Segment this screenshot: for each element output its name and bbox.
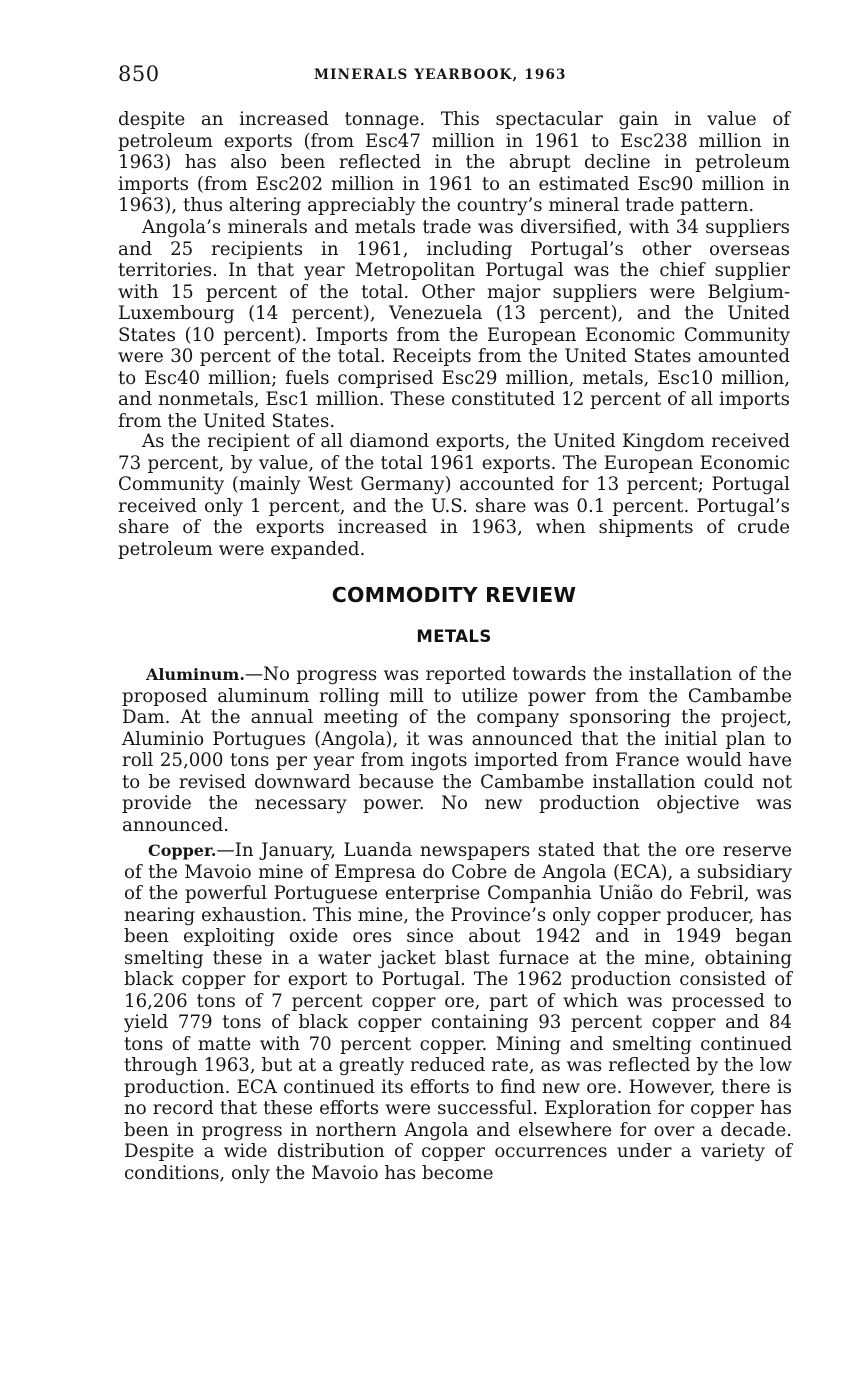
section-heading-commodity-review: COMMODITY REVIEW [331, 583, 577, 607]
page-number: 850 [118, 62, 160, 86]
copper-text: —In January, Luanda newspapers stated that the ore reserve of the Mavoio mine of Empresa do Cobre de Angola (ECA), a subsidiary of the powerful Portuguese enterprise Companhia União do Febril, was nearing exhaustion. This mine, the Province’s only copper producer, has been exploiting oxide ores since about 1942 and in 1949 began smelting these in a water jacket blast furnace at the mine, obtaining black copper for export to Portugal. The 1962 production consisted of 16,206 tons of 7 percent copper ore, part of which was processed to yield 779 tons of black copper containing 93 percent copper and 84 tons of matte with 70 percent copper. Mining and smelting continued through 1963, but at a greatly reduced rate, as was reflected by the low production. ECA continued its efforts to find new ore. However, there is no record that these efforts were successful. Exploration for copper has been in progress in northern Angola and elsewhere for over a decade. Despite a wide distribution of copper occurrences under a variety of conditions, only the Mavoio has become [124, 840, 792, 1184]
running-title: MINERALS YEARBOOK, 1963 [314, 67, 567, 83]
paragraph-copper [124, 840, 792, 1184]
paragraph-diamond-exports: As the recipient of all diamond exports, the United Kingdom received 73 percent, by value, of the total 1961 exports. The European Economic Community (mainly West Germany) accounted for 13 percent; Portugal received only 1 percent, and the U.S. share was 0.1 percent. Portugal’s share of the exports increased in 1963, when shipments of crude petroleum were expanded. [118, 431, 790, 560]
section-heading-metals: METALS [416, 627, 492, 646]
page-header [118, 62, 790, 92]
paragraph-aluminum [122, 664, 792, 836]
run-in-heading-copper: Copper. [148, 841, 217, 860]
paragraph-petroleum-exports: despite an increased tonnage. This spectacular gain in value of petroleum exports (from Esc47 million in 1961 to Esc238 million in 1963) has also been reflected in the abrupt decline in petroleum imports (from Esc202 million in 1961 to an estimated Esc90 million in 1963), thus altering appreciably the country’s mineral trade pattern. [118, 109, 790, 216]
paragraph-trade-diversification: Angola’s minerals and metals trade was diversified, with 34 suppliers and 25 recipients in 1961, including Portugal’s other overseas territories. In that year Metropolitan Portugal was the chief supplier with 15 percent of the total. Other major suppliers were Belgium-Luxembourg (14 percent), Venezuela (13 percent), and the United States (10 percent). Imports from the European Economic Community were 30 percent of the total. Receipts from the United States amounted to Esc40 million; fuels comprised Esc29 million, metals, Esc10 million, and nonmetals, Esc1 million. These constituted 12 percent of all imports from the United States. [118, 217, 790, 432]
aluminum-text: —No progress was reported towards the installation of the proposed aluminum rolling mill to utilize power from the Cambambe Dam. At the annual meeting of the company sponsoring the project, Aluminio Portugues (Angola), it was announced that the initial plan to roll 25,000 tons per year from ingots imported from France would have to be revised downward because the Cambambe installation could not provide the necessary power. No new production objective was announced. [122, 664, 792, 836]
run-in-heading-aluminum: Aluminum. [146, 665, 245, 684]
